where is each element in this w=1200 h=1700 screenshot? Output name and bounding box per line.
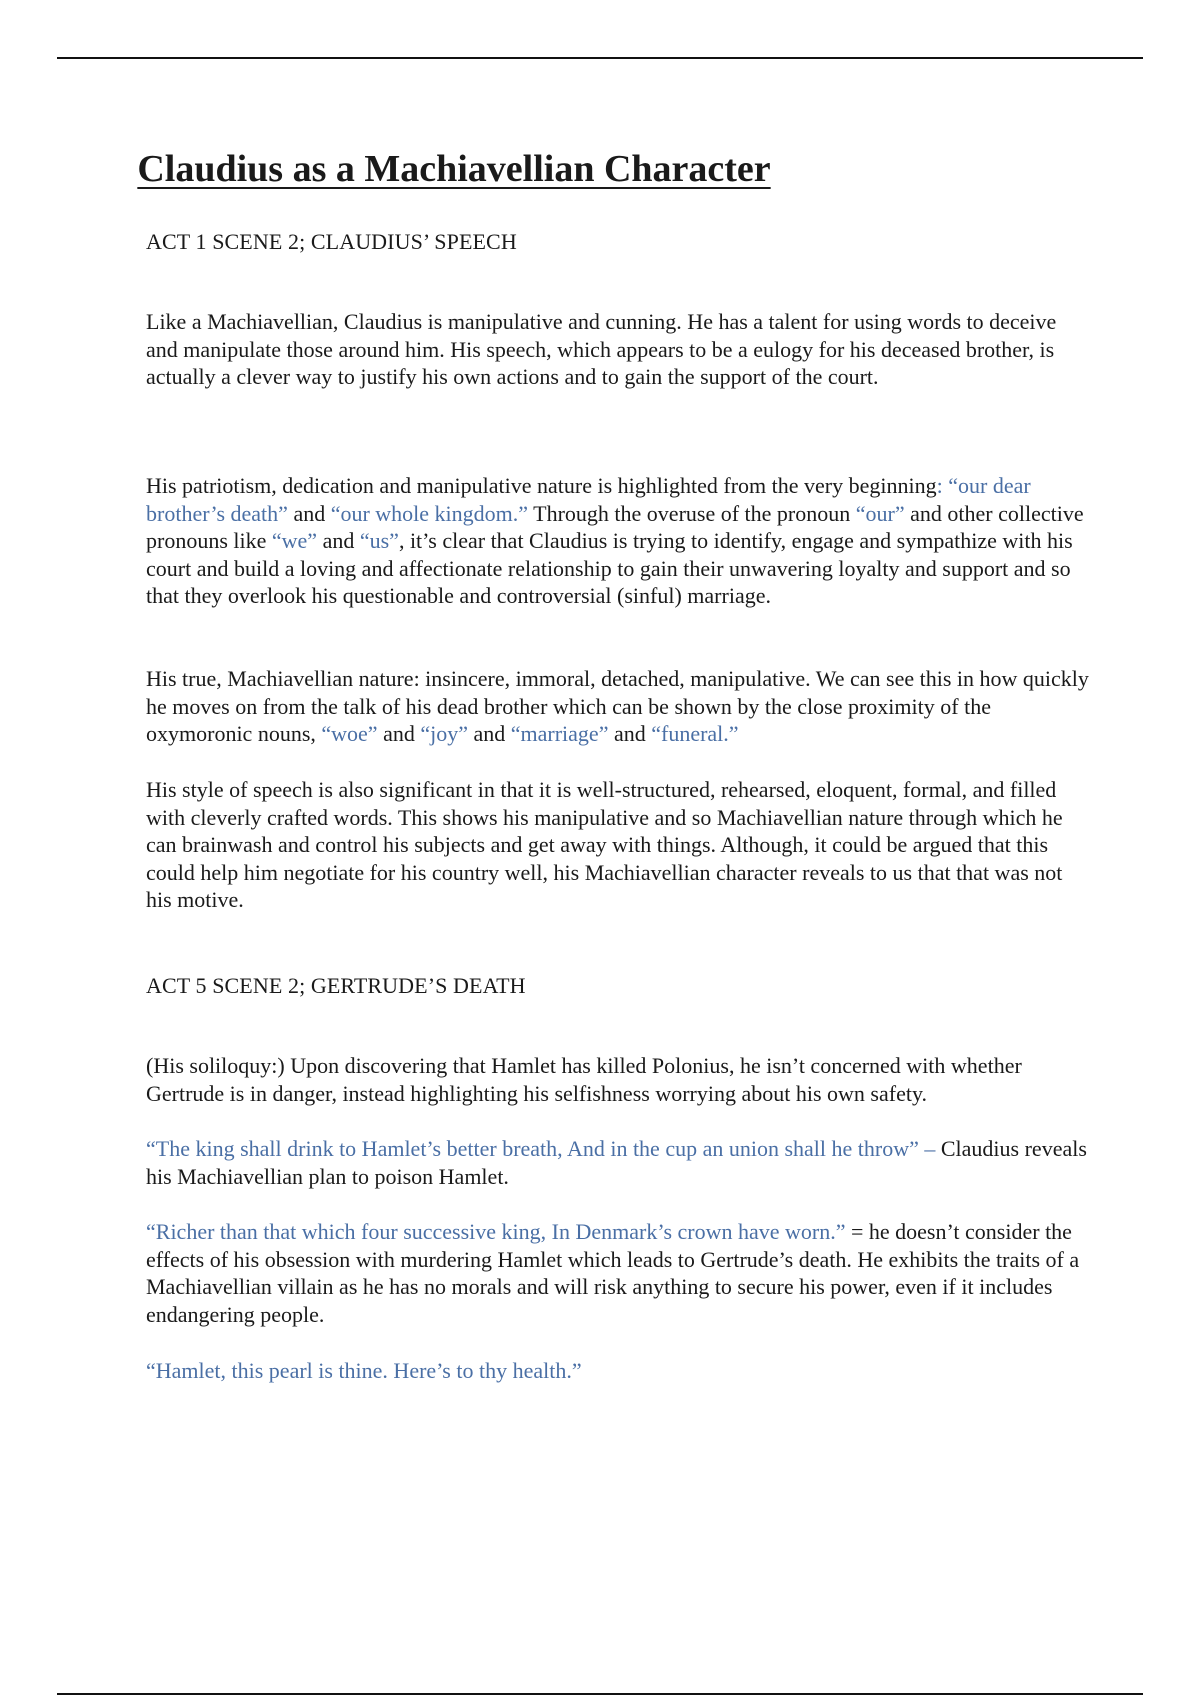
quote-run: “we” xyxy=(271,528,318,553)
section-heading-act5: ACT 5 SCENE 2; GERTRUDE’S DEATH xyxy=(146,973,526,998)
paragraph-s1-p4: His style of speech is also significant in that it is well-structured, rehearsed, eloquent, formal, and filled with cleverly crafted words. This shows his manipulative and so Machiavellian nature through which he can brainwash and control his subjects and get away with things. Although, it could be argued that this could help him negotiate for his country well, his Machiavellian character reveals to us that that was not his motive. xyxy=(146,777,1063,912)
text-run: = he doesn’t consider the effects of his obsession with murdering Hamlet which leads to Gertrude’s death. He exhibits the traits of a Machiavellian villain as he has no morals and will risk anything to secure his power, even if it includes endangering people. xyxy=(146,1219,1080,1327)
quote-run: “us” xyxy=(359,528,399,553)
text-run: , it’s clear that Claudius is trying to identify, engage and sympathize with his court and build a loving and affectionate relationship to gain their unwavering loyalty and support and so that they overlook his questionable and controversial (sinful) marriage. xyxy=(146,528,1073,608)
paragraph-s2-p4 xyxy=(146,1357,1090,1385)
text-run: and other collective pronouns like xyxy=(146,500,1084,553)
quote-run: “woe” xyxy=(321,721,378,746)
quote-run: “funeral.” xyxy=(651,721,739,746)
text-run: and xyxy=(287,500,331,526)
quote-run: “our” xyxy=(855,500,905,526)
quote-run: “The king shall drink to Hamlet’s better breath, And in the cup an union shall he throw” – xyxy=(146,1136,936,1161)
document-title xyxy=(0,141,1054,197)
text-run: His true, Machiavellian nature: insincere, immoral, detached, manipulative. We can see this in how quickly he moves on from the talk of his dead brother which can be shown by the close proximity of the oxymoronic nouns, xyxy=(146,666,1089,746)
text-run: and xyxy=(608,721,652,746)
text-run: and xyxy=(377,721,421,746)
quote-run: “our whole kingdom.” xyxy=(330,500,529,526)
text-run: His patriotism, dedication and manipulative nature is highlighted from the very beginning xyxy=(146,473,937,498)
paragraph-s1-p1: Like a Machiavellian, Claudius is manipulative and cunning. He has a talent for using words to deceive and manipulate those around him. His speech, which appears to be a eulogy for his deceased brother, is actually a clever way to justify his own actions and to gain the support of the court. xyxy=(146,309,1057,389)
text-run: and xyxy=(468,721,511,746)
quote-run: “marriage” xyxy=(510,721,609,746)
document-title-text: Claudius as a Machiavellian Character xyxy=(137,148,771,190)
quote-run: “Hamlet, this pearl is thine. Here’s to thy health.” xyxy=(146,1358,582,1383)
top-rule xyxy=(57,57,1143,59)
paragraph-s2-p3 xyxy=(146,1218,1090,1328)
paragraph-s2-p1: (His soliloquy:) Upon discovering that Hamlet has killed Polonius, he isn’t concerned with whether Gertrude is in danger, instead highlighting his selfishness worrying about his own safety. xyxy=(146,1053,1022,1106)
quote-run: “Richer than that which four successive king, In Denmark’s crown have worn.” xyxy=(146,1219,846,1244)
quote-run: : “our dear brother’s death” xyxy=(146,473,1031,526)
bottom-rule xyxy=(57,1693,1143,1695)
paragraph-s2-p2 xyxy=(146,1135,1090,1190)
paragraph-s1-p2 xyxy=(146,472,1090,610)
text-run: Claudius reveals his Machiavellian plan to poison Hamlet. xyxy=(146,1136,1087,1189)
text-run: and xyxy=(317,528,360,553)
paragraph-s1-p3 xyxy=(146,665,1090,748)
text-run: Through the overuse of the pronoun xyxy=(528,500,856,526)
section-heading-act1: ACT 1 SCENE 2; CLAUDIUS’ SPEECH xyxy=(146,229,517,254)
quote-run: “joy” xyxy=(420,721,468,746)
